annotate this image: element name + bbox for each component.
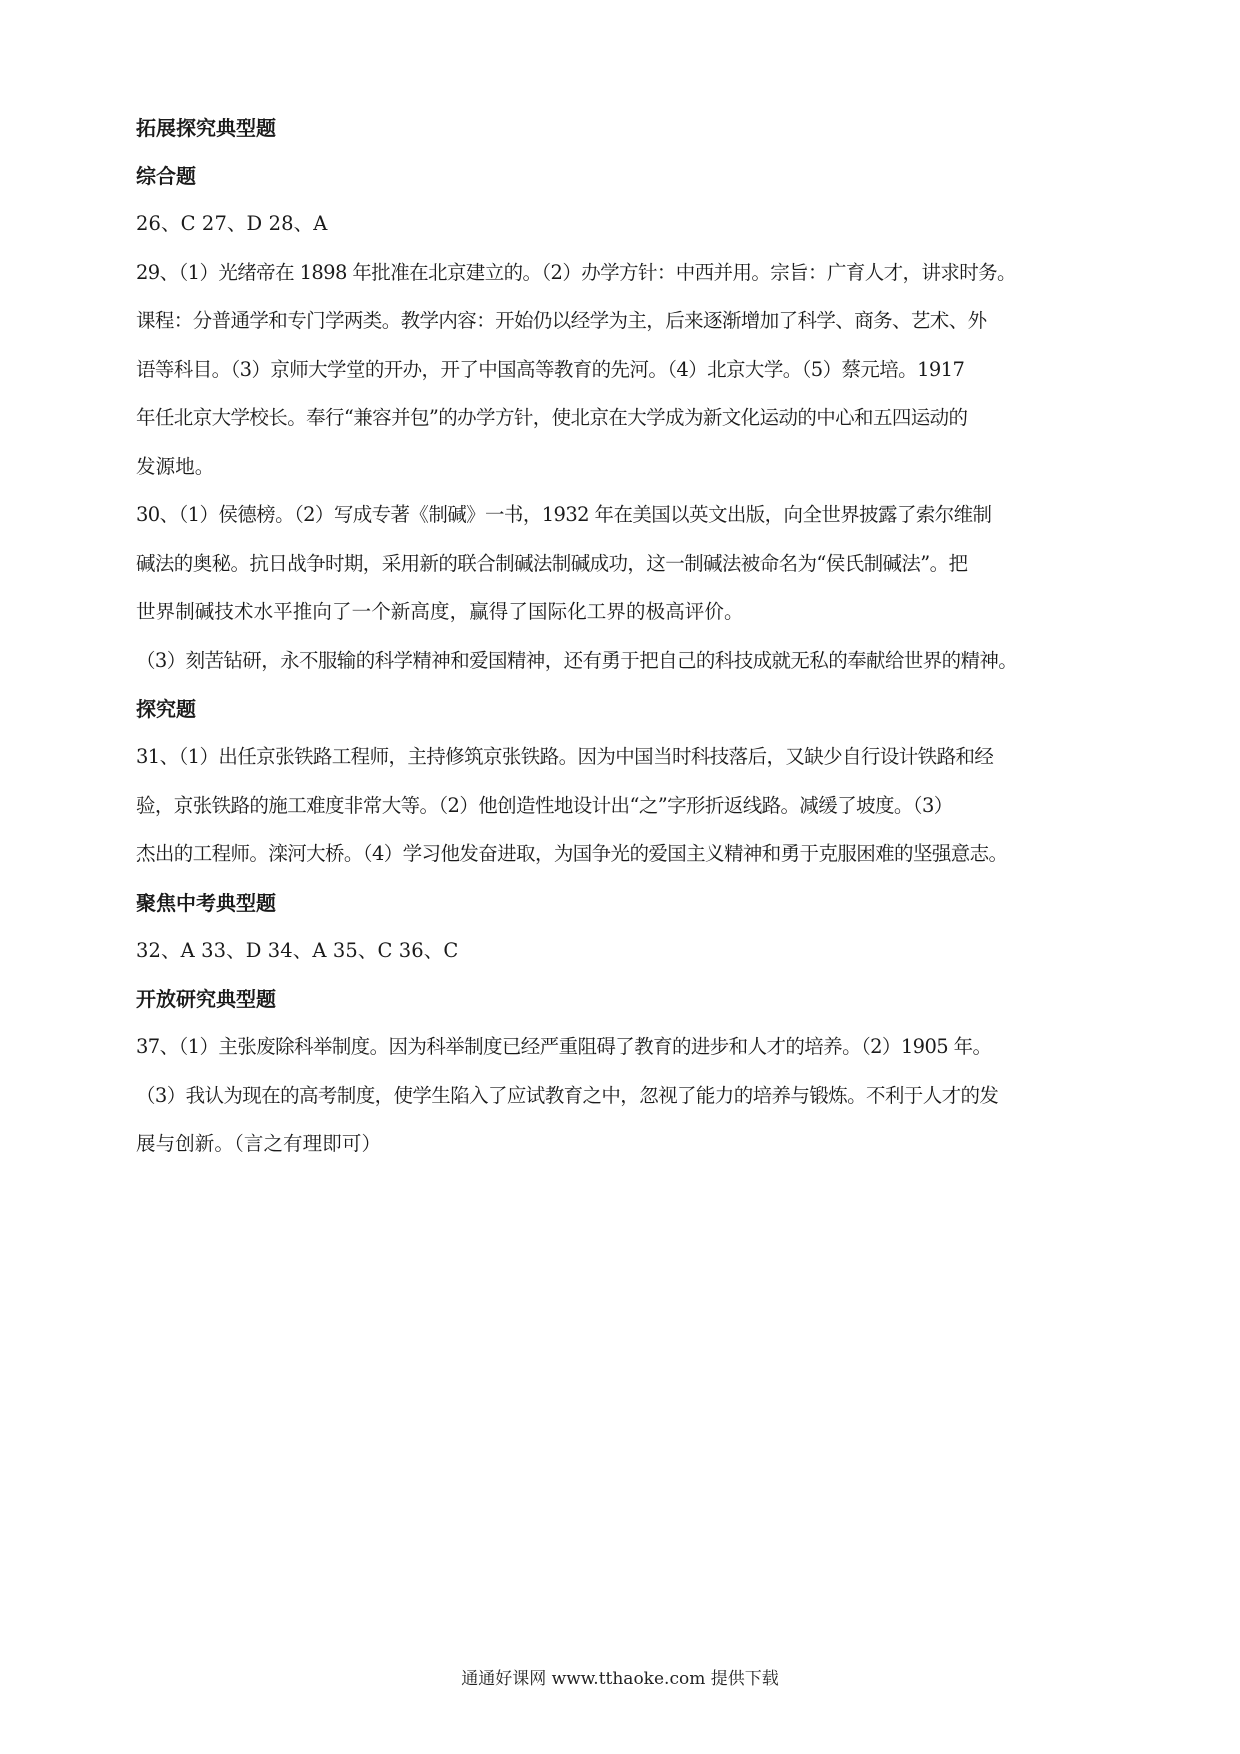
- answer-line: 发源地。: [136, 454, 215, 478]
- answer-line: 课程：分普通学和专门学两类。教学内容：开始仍以经学为主，后来逐渐增加了科学、商务、艺术、外: [136, 309, 987, 332]
- answer-line: 世界制碱技术水平推向了一个新高度，赢得了国际化工界的极高评价。: [136, 600, 744, 623]
- section-heading: 聚焦中考典型题: [136, 890, 276, 915]
- section-heading: 综合题: [136, 164, 196, 188]
- section-heading: 拓展探究典型题: [136, 116, 276, 140]
- answer-line: 语等科目。（3）京师大学堂的开办，开了中国高等教育的先河。（4）北京大学。（5）蔡元培。1917: [136, 357, 965, 381]
- answer-content: [136, 104, 1126, 1169]
- section-heading: 开放研究典型题: [136, 987, 276, 1011]
- answer-line: 碱法的奥秘。抗日战争时期，采用新的联合制碱法制碱成功，这一制碱法被命名为“侯氏制碱法”。把: [136, 551, 968, 575]
- page-footer: 通通好课网 www.tthaoke.com 提供下载: [461, 1669, 779, 1689]
- answer-line: 32、A 33、D 34、A 35、C 36、C: [136, 938, 459, 962]
- answer-line: 26、C 27、D 28、A: [136, 212, 328, 235]
- answer-line: 杰出的工程师。滦河大桥。（4）学习他发奋进取，为国争光的爱国主义精神和勇于克服困难的坚强意志。: [136, 842, 1008, 865]
- answer-line: 年任北京大学校长。奉行“兼容并包”的办学方针，使北京在大学成为新文化运动的中心和五四运动的: [136, 406, 968, 429]
- answer-line: 31、（1）出任京张铁路工程师，主持修筑京张铁路。因为中国当时科技落后，又缺少自行设计铁路和经: [136, 745, 994, 768]
- answer-line: 30、（1）侯德榜。（2）写成专著《制碱》一书，1932 年在美国以英文出版，向全世界披露了索尔维制: [136, 503, 992, 526]
- answer-line: 展与创新。（言之有理即可）: [136, 1132, 382, 1155]
- section-heading: 探究题: [136, 697, 196, 721]
- answer-line: 29、（1）光绪帝在 1898 年批准在北京建立的。（2）办学方针：中西并用。宗旨：广育人才，讲求时务。: [136, 260, 1016, 284]
- answer-line: （3）我认为现在的高考制度，使学生陷入了应试教育之中，忽视了能力的培养与锻炼。不利于人才的发: [136, 1083, 999, 1107]
- answer-line: 37、（1）主张废除科举制度。因为科举制度已经严重阻碍了教育的进步和人才的培养。（2）1905 年。: [136, 1035, 992, 1058]
- answer-line: 验，京张铁路的施工难度非常大等。（2）他创造性地设计出“之”字形折返线路。减缓了坡度。（3）: [136, 793, 953, 817]
- answer-line: （3）刻苦钻研，永不服输的科学精神和爱国精神，还有勇于把自己的科技成就无私的奉献给世界的精神。: [136, 648, 1018, 672]
